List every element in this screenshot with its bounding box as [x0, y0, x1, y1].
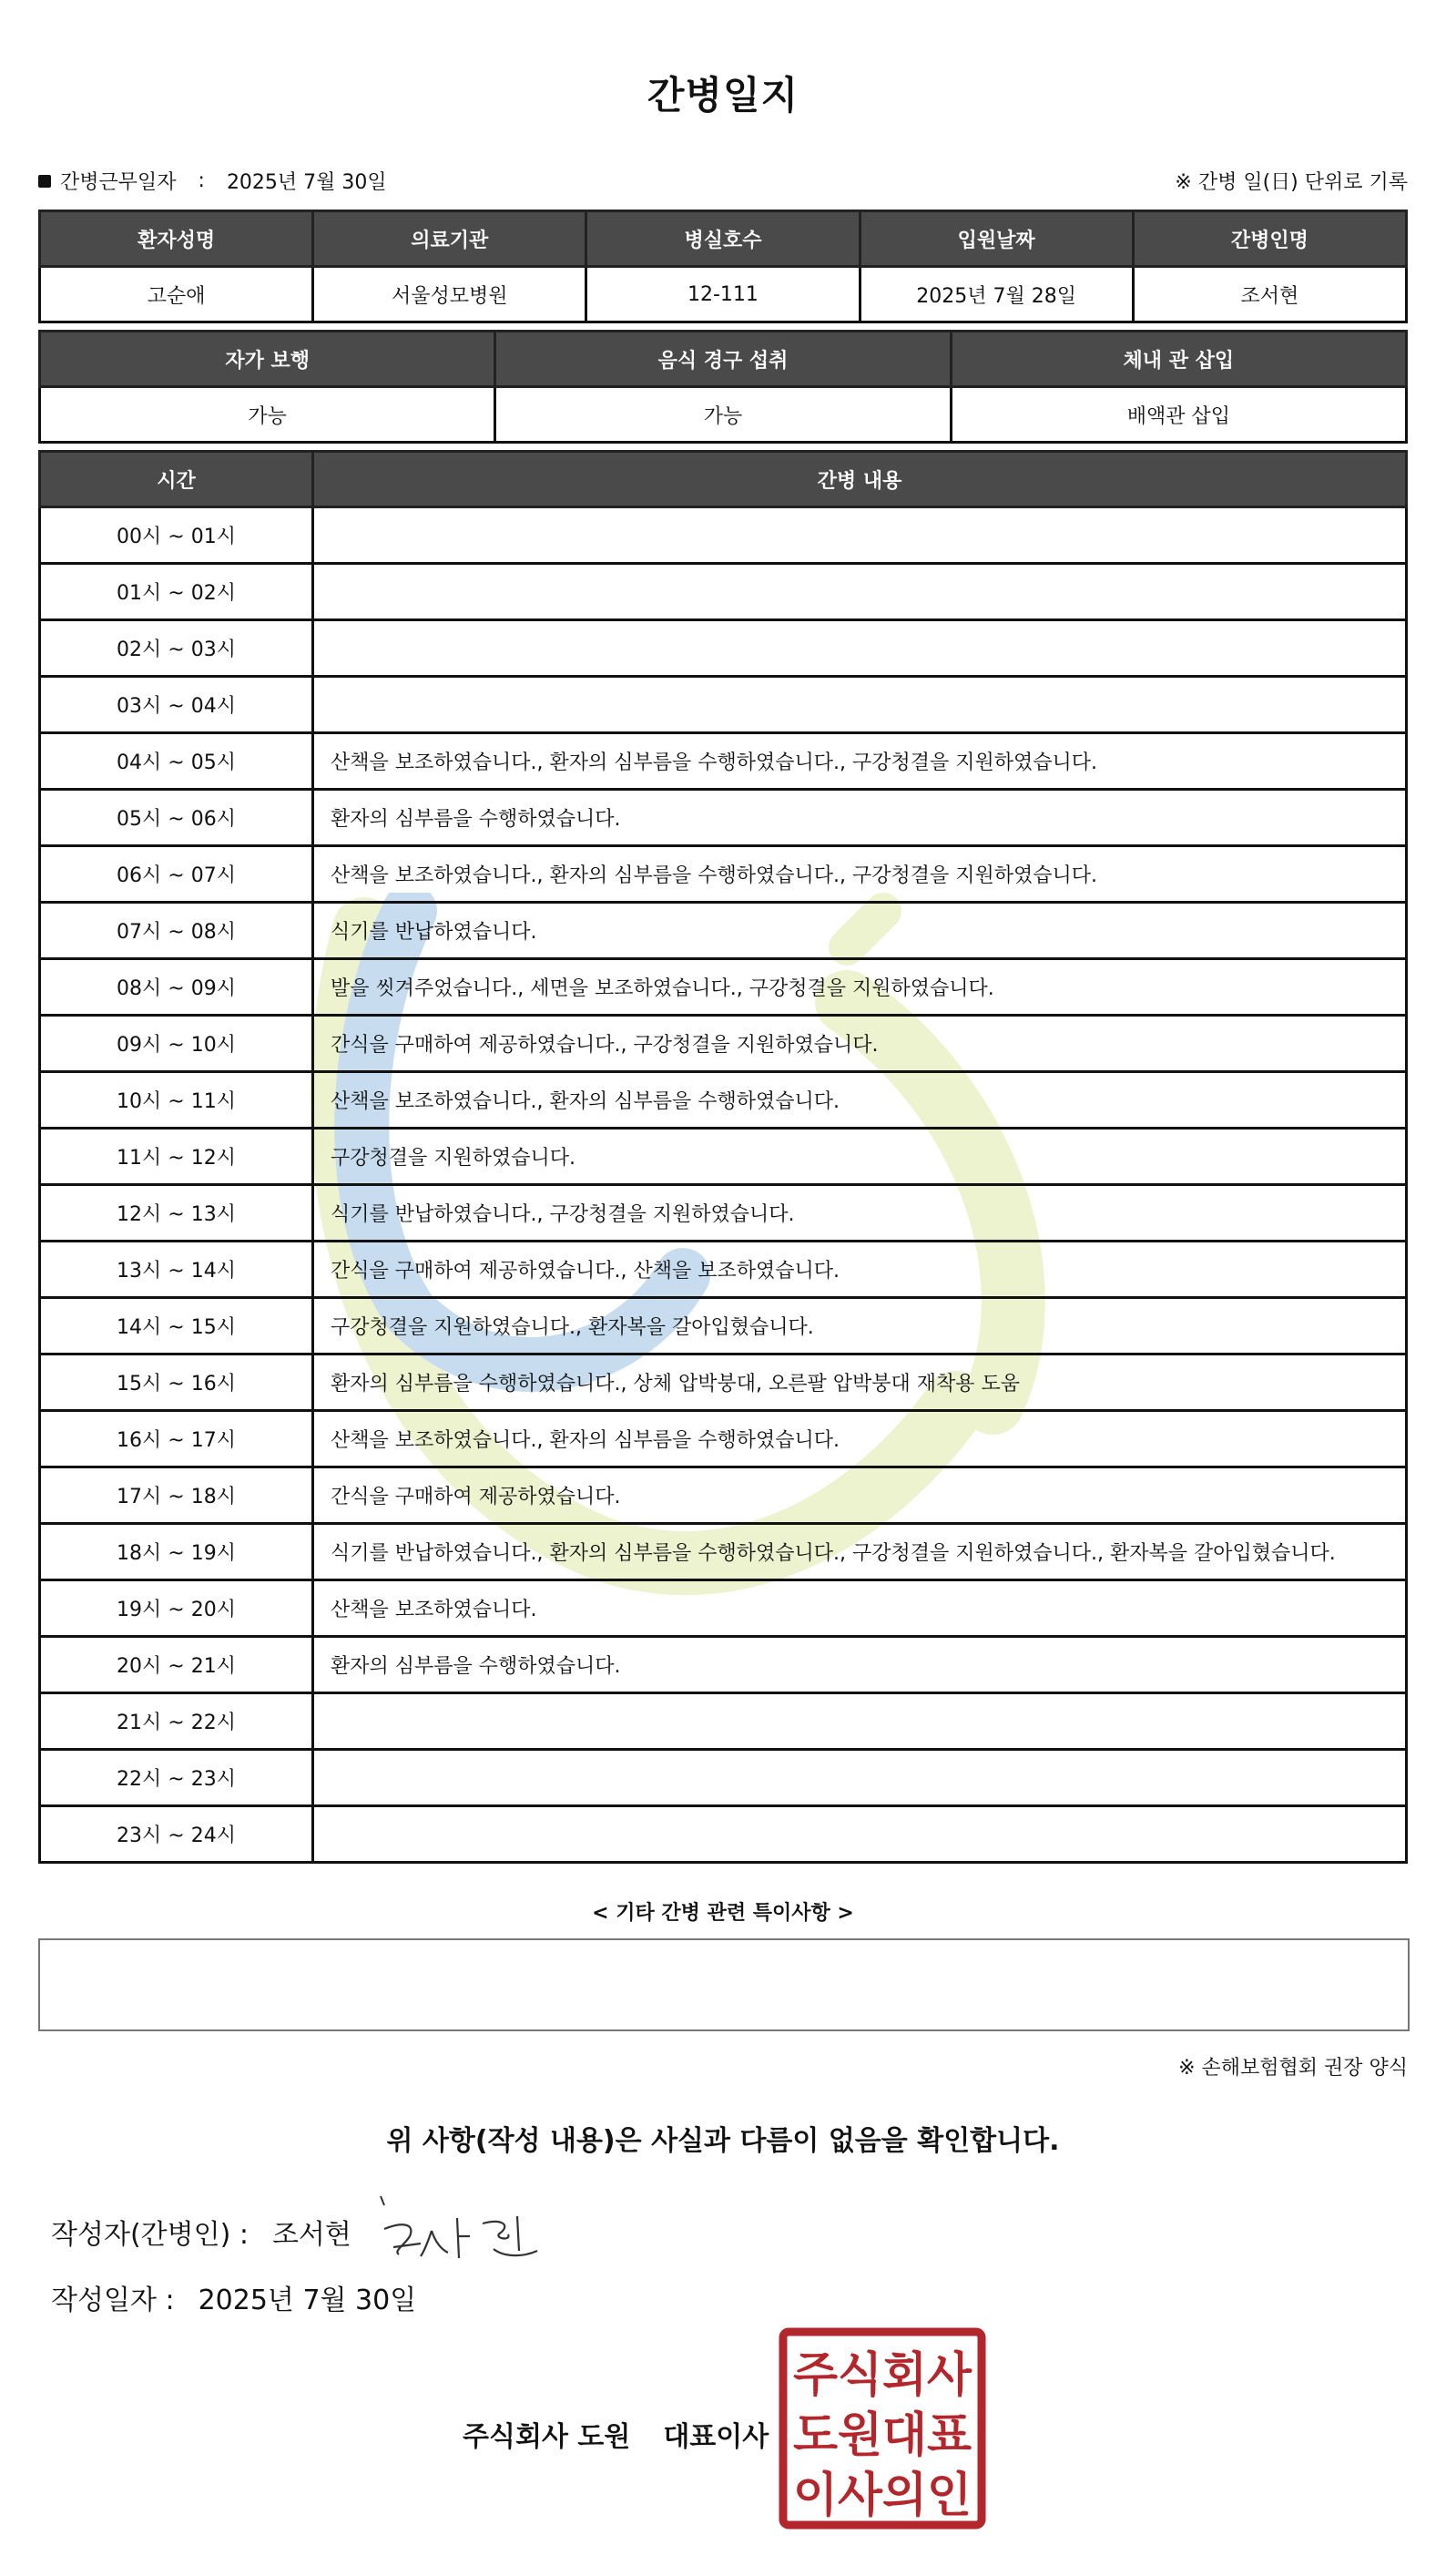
table-row — [40, 1298, 1407, 1354]
value-patient-name: 고순애 — [40, 267, 313, 322]
value-tube-insertion: 배액관 삽입 — [951, 387, 1406, 443]
care-log-body — [40, 507, 1407, 1863]
standard-form-note: ※ 손해보험협회 권장 양식 — [1178, 2057, 1408, 2080]
header-institution: 의료기관 — [313, 211, 586, 267]
log-content-cell: 구강청결을 지원하였습니다. — [313, 1129, 1407, 1185]
header-oral-intake: 음식 경구 섭취 — [495, 332, 951, 387]
header-admission-date: 입원날짜 — [860, 211, 1133, 267]
status-value-row — [40, 387, 1407, 443]
log-time-cell: 02시 ~ 03시 — [40, 620, 313, 677]
care-log-table — [38, 450, 1408, 1864]
log-content-cell: 식기를 반납하였습니다. — [313, 903, 1407, 959]
writer-name: 조서현 — [271, 2219, 351, 2251]
confirmation-statement: 위 사항(작성 내용)은 사실과 다름이 없음을 확인합니다. — [386, 2125, 1060, 2157]
table-row — [40, 507, 1407, 564]
log-content-cell — [313, 677, 1407, 733]
company-role: 대표이사 — [663, 2421, 769, 2453]
patient-info-table — [38, 210, 1408, 323]
log-content-cell: 산책을 보조하였습니다., 환자의 심부름을 수행하였습니다. — [313, 1072, 1407, 1129]
table-row — [40, 564, 1407, 620]
log-content-cell: 환자의 심부름을 수행하였습니다., 상체 압박붕대, 오른팔 압박붕대 재착용 도움 — [313, 1354, 1407, 1411]
log-time-cell: 12시 ~ 13시 — [40, 1185, 313, 1242]
table-row — [40, 1072, 1407, 1129]
header-time: 시간 — [40, 452, 313, 507]
table-row — [40, 1129, 1407, 1185]
document-title: 간병일지 — [647, 73, 799, 118]
log-content-cell: 식기를 반납하였습니다., 환자의 심부름을 수행하였습니다., 구강청결을 지원하였습니다., 환자복을 갈아입혔습니다. — [313, 1524, 1407, 1580]
table-row — [40, 1806, 1407, 1863]
written-date-line — [51, 2277, 416, 2317]
log-content-cell: 구강청결을 지원하였습니다., 환자복을 갈아입혔습니다. — [313, 1298, 1407, 1354]
table-row — [40, 903, 1407, 959]
notes-box — [38, 1938, 1410, 2031]
table-row — [40, 1467, 1407, 1524]
table-row — [40, 1016, 1407, 1072]
log-time-cell: 07시 ~ 08시 — [40, 903, 313, 959]
log-time-cell: 09시 ~ 10시 — [40, 1016, 313, 1072]
status-header-row — [40, 332, 1407, 387]
log-content-cell: 환자의 심부름을 수행하였습니다. — [313, 790, 1407, 846]
log-time-cell: 11시 ~ 12시 — [40, 1129, 313, 1185]
log-time-cell: 10시 ~ 11시 — [40, 1072, 313, 1129]
header-tube-insertion: 체내 관 삽입 — [951, 332, 1406, 387]
patient-info-value-row — [40, 267, 1407, 322]
work-date-label: 간병근무일자 — [60, 171, 177, 194]
company-line — [463, 2414, 769, 2454]
log-time-cell: 23시 ~ 24시 — [40, 1806, 313, 1863]
log-time-cell: 21시 ~ 22시 — [40, 1693, 313, 1750]
work-date-colon: : — [198, 169, 205, 192]
log-content-cell: 식기를 반납하였습니다., 구강청결을 지원하였습니다. — [313, 1185, 1407, 1242]
svg-text:이사의인: 이사의인 — [793, 2469, 972, 2523]
header-caregiver-name: 간병인명 — [1133, 211, 1406, 267]
log-content-cell: 산책을 보조하였습니다., 환자의 심부름을 수행하였습니다., 구강청결을 지원하였습니다. — [313, 846, 1407, 903]
log-time-cell: 17시 ~ 18시 — [40, 1467, 313, 1524]
log-time-cell: 20시 ~ 21시 — [40, 1637, 313, 1693]
value-institution: 서울성모병원 — [313, 267, 586, 322]
log-content-cell: 산책을 보조하였습니다., 환자의 심부름을 수행하였습니다. — [313, 1411, 1407, 1467]
log-time-cell: 15시 ~ 16시 — [40, 1354, 313, 1411]
value-admission-date: 2025년 7월 28일 — [860, 267, 1133, 322]
table-row — [40, 1242, 1407, 1298]
table-row — [40, 790, 1407, 846]
log-time-cell: 00시 ~ 01시 — [40, 507, 313, 564]
value-room-number: 12-111 — [586, 267, 860, 322]
company-name: 주식회사 도원 — [463, 2421, 631, 2453]
log-time-cell: 18시 ~ 19시 — [40, 1524, 313, 1580]
log-content-cell — [313, 1806, 1407, 1863]
table-row — [40, 1524, 1407, 1580]
log-time-cell: 06시 ~ 07시 — [40, 846, 313, 903]
header-care-content: 간병 내용 — [313, 452, 1407, 507]
log-content-cell — [313, 620, 1407, 677]
log-content-cell: 환자의 심부름을 수행하였습니다. — [313, 1637, 1407, 1693]
log-content-cell — [313, 1750, 1407, 1806]
value-oral-intake: 가능 — [495, 387, 951, 443]
value-self-walking: 가능 — [40, 387, 495, 443]
log-time-cell: 03시 ~ 04시 — [40, 677, 313, 733]
notes-title: < 기타 간병 관련 특이사항 > — [592, 1902, 854, 1925]
log-time-cell: 08시 ~ 09시 — [40, 959, 313, 1016]
handwritten-signature — [375, 2191, 548, 2273]
writer-label: 작성자(간병인) : — [51, 2219, 249, 2251]
log-content-cell: 간식을 구매하여 제공하였습니다. — [313, 1467, 1407, 1524]
svg-text:주식회사: 주식회사 — [793, 2348, 972, 2403]
writer-line — [51, 2212, 351, 2252]
log-content-cell: 발을 씻겨주었습니다., 세면을 보조하였습니다., 구강청결을 지원하였습니다. — [313, 959, 1407, 1016]
table-row — [40, 1411, 1407, 1467]
log-time-cell: 22시 ~ 23시 — [40, 1750, 313, 1806]
log-time-cell: 05시 ~ 06시 — [40, 790, 313, 846]
log-time-cell: 01시 ~ 02시 — [40, 564, 313, 620]
log-time-cell: 16시 ~ 17시 — [40, 1411, 313, 1467]
work-date-line — [38, 167, 387, 195]
company-seal-stamp — [779, 2327, 986, 2530]
table-row — [40, 1693, 1407, 1750]
work-date-value: 2025년 7월 30일 — [226, 171, 387, 194]
written-date-value: 2025년 7월 30일 — [198, 2285, 417, 2316]
log-time-cell: 14시 ~ 15시 — [40, 1298, 313, 1354]
table-row — [40, 1580, 1407, 1637]
bullet-square-icon — [38, 175, 51, 188]
table-row — [40, 1750, 1407, 1806]
table-row — [40, 733, 1407, 790]
care-log-header-row — [40, 452, 1407, 507]
log-content-cell — [313, 507, 1407, 564]
value-caregiver-name: 조서현 — [1133, 267, 1406, 322]
log-content-cell: 산책을 보조하였습니다., 환자의 심부름을 수행하였습니다., 구강청결을 지원하였습니다. — [313, 733, 1407, 790]
log-time-cell: 19시 ~ 20시 — [40, 1580, 313, 1637]
svg-text:도원대표: 도원대표 — [793, 2408, 972, 2463]
table-row — [40, 1354, 1407, 1411]
log-content-cell: 산책을 보조하였습니다. — [313, 1580, 1407, 1637]
log-content-cell — [313, 564, 1407, 620]
log-content-cell: 간식을 구매하여 제공하였습니다., 산책을 보조하였습니다. — [313, 1242, 1407, 1298]
table-row — [40, 959, 1407, 1016]
header-patient-name: 환자성명 — [40, 211, 313, 267]
table-row — [40, 677, 1407, 733]
table-row — [40, 620, 1407, 677]
log-content-cell — [313, 1693, 1407, 1750]
patient-status-table — [38, 330, 1408, 444]
patient-info-header-row — [40, 211, 1407, 267]
table-row — [40, 1185, 1407, 1242]
table-row — [40, 1637, 1407, 1693]
log-time-cell: 13시 ~ 14시 — [40, 1242, 313, 1298]
log-time-cell: 04시 ~ 05시 — [40, 733, 313, 790]
log-content-cell: 간식을 구매하여 제공하였습니다., 구강청결을 지원하였습니다. — [313, 1016, 1407, 1072]
table-row — [40, 846, 1407, 903]
header-room-number: 병실호수 — [586, 211, 860, 267]
written-date-label: 작성일자 : — [51, 2285, 175, 2316]
header-self-walking: 자가 보행 — [40, 332, 495, 387]
unit-note: ※ 간병 일(日) 단위로 기록 — [1175, 171, 1408, 194]
